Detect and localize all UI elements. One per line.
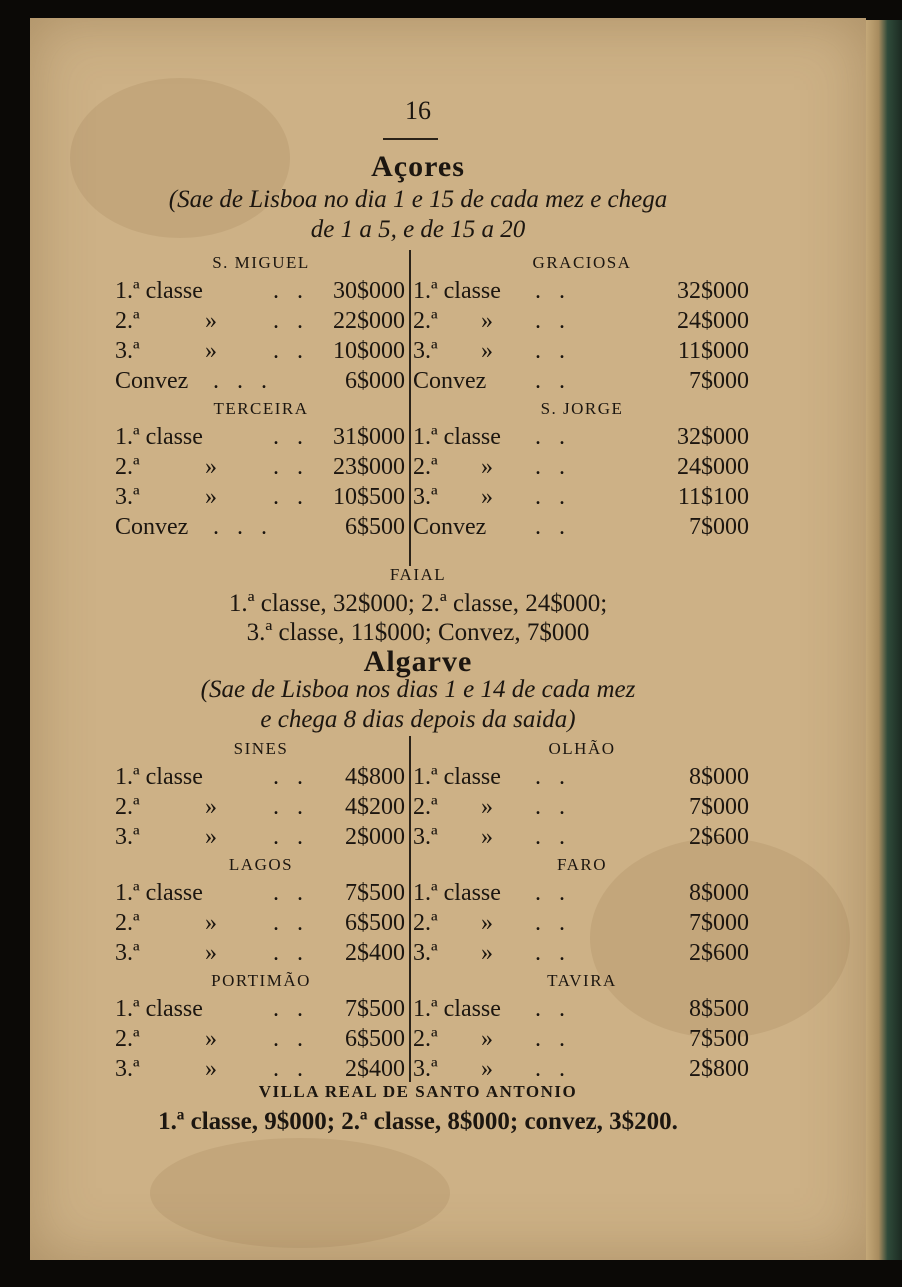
fare-table-smiguel-graciosa	[113, 250, 753, 396]
fare-price: 23$000	[333, 454, 405, 480]
fare-price: 32$000	[677, 424, 749, 450]
fare-price: 4$800	[345, 764, 405, 790]
ditto-mark: »	[481, 484, 493, 510]
ditto-mark: »	[205, 484, 217, 510]
fare-price: 10$500	[333, 484, 405, 510]
fare-row: 3.ª » . . 10$500	[115, 484, 405, 510]
class-label: 2.ª	[115, 794, 140, 820]
fare-price: 7$000	[689, 514, 749, 540]
class-label: 2.ª	[413, 910, 438, 936]
fare-column-sines	[113, 736, 409, 852]
fare-price: 6$500	[345, 514, 405, 540]
villa-real-heading: VILLA REAL DE SANTO ANTONIO	[258, 1082, 578, 1101]
ditto-mark: »	[481, 1056, 493, 1082]
class-label: 2.ª	[413, 454, 438, 480]
class-label: 3.ª	[115, 338, 140, 364]
class-label: 3.ª	[115, 1056, 140, 1082]
fare-column-olhao	[411, 736, 753, 852]
fare-row: 1.ª classe . . 30$000	[115, 278, 405, 304]
fare-price: 32$000	[677, 278, 749, 304]
class-label: 3.ª	[115, 824, 140, 850]
class-label: Convez	[115, 368, 189, 394]
fare-price: 8$000	[689, 764, 749, 790]
class-label: Convez	[115, 514, 189, 540]
fare-price: 30$000	[333, 278, 405, 304]
fare-row: 1.ª classe . . 32$000	[413, 424, 749, 450]
ditto-mark: »	[481, 824, 493, 850]
fare-row: 2.ª » . . 24$000	[413, 308, 749, 334]
ditto-mark: »	[205, 794, 217, 820]
class-label: 1.ª classe	[115, 880, 203, 906]
fare-column-tavira	[411, 968, 753, 1084]
fare-price: 2$600	[689, 940, 749, 966]
ditto-mark: »	[481, 910, 493, 936]
fare-row: 1.ª classe . . 31$000	[115, 424, 405, 450]
fare-price: 2$600	[689, 824, 749, 850]
algarve-note-line-2: e chega 8 dias depois da saida)	[260, 706, 576, 733]
faial-fares-line-1: 1.ª classe, 32$000; 2.ª classe, 24$000;	[228, 590, 608, 617]
fare-price: 2$000	[345, 824, 405, 850]
class-label: 1.ª classe	[115, 424, 203, 450]
fare-price: 2$400	[345, 940, 405, 966]
class-label: 2.ª	[115, 910, 140, 936]
fare-row: 3.ª » . . 2$600	[413, 940, 749, 966]
header-rule	[383, 138, 438, 140]
ditto-mark: »	[481, 940, 493, 966]
class-label: 2.ª	[115, 308, 140, 334]
fare-table-terceira-sjorge	[113, 396, 753, 566]
island-name: TERCEIRA	[213, 399, 309, 418]
class-label: 3.ª	[413, 824, 438, 850]
class-label: 1.ª classe	[413, 278, 501, 304]
fare-price: 10$000	[333, 338, 405, 364]
book-spine	[866, 20, 902, 1260]
azores-note-line-2: de 1 a 5, e de 15 a 20	[310, 216, 526, 243]
ditto-mark: »	[205, 940, 217, 966]
fare-row: 1.ª classe . . 7$500	[115, 880, 405, 906]
fare-row: 3.ª » . . 2$600	[413, 824, 749, 850]
fare-row: Convez . . 7$000	[413, 368, 749, 394]
fare-row: 2.ª » . . 7$000	[413, 910, 749, 936]
fare-price: 11$100	[677, 484, 749, 510]
ditto-mark: »	[481, 338, 493, 364]
town-name: OLHÃO	[548, 739, 616, 758]
ditto-mark: »	[481, 308, 493, 334]
fare-column-portimao	[113, 968, 409, 1084]
fare-price: 6$000	[345, 368, 405, 394]
class-label: 2.ª	[413, 308, 438, 334]
page-number: 16	[405, 96, 431, 125]
fare-price: 2$800	[689, 1056, 749, 1082]
fare-row: 3.ª » . . 11$100	[413, 484, 749, 510]
fare-row: 3.ª » . . 11$000	[413, 338, 749, 364]
fare-row: 2.ª » . . 24$000	[413, 454, 749, 480]
fare-row: 2.ª » . . 23$000	[115, 454, 405, 480]
class-label: 1.ª classe	[413, 424, 501, 450]
fare-table-algarve	[113, 736, 753, 1082]
fare-price: 6$500	[345, 1026, 405, 1052]
fare-row: 1.ª classe . . 7$500	[115, 996, 405, 1022]
fare-price: 2$400	[345, 1056, 405, 1082]
fare-row: 2.ª » . . 7$500	[413, 1026, 749, 1052]
island-name: S. MIGUEL	[212, 253, 310, 272]
class-label: 3.ª	[413, 338, 438, 364]
fare-price: 31$000	[333, 424, 405, 450]
ditto-mark: »	[205, 338, 217, 364]
class-label: 3.ª	[413, 484, 438, 510]
class-label: 3.ª	[413, 1056, 438, 1082]
class-label: 1.ª classe	[115, 996, 203, 1022]
fare-price: 24$000	[677, 454, 749, 480]
fare-row: Convez . . . 6$000	[115, 368, 405, 394]
fare-price: 7$000	[689, 910, 749, 936]
fare-row: 2.ª » . . 22$000	[115, 308, 405, 334]
fare-row: 3.ª » . . 2$400	[115, 940, 405, 966]
fare-price: 6$500	[345, 910, 405, 936]
fare-row: 1.ª classe . . 8$000	[413, 764, 749, 790]
section-title-algarve: Algarve	[363, 645, 473, 678]
section-title-azores: Açores	[371, 150, 465, 183]
ditto-mark: »	[481, 454, 493, 480]
town-name: FARO	[556, 855, 608, 874]
fare-row: 2.ª » . . 4$200	[115, 794, 405, 820]
fare-column-faro	[411, 852, 753, 968]
class-label: 2.ª	[413, 1026, 438, 1052]
fare-row: 1.ª classe . . 4$800	[115, 764, 405, 790]
fare-price: 4$200	[345, 794, 405, 820]
azores-note-line-1: (Sae de Lisboa no dia 1 e 15 de cada mez e chega	[168, 186, 668, 213]
fare-row: 1.ª classe . . 8$000	[413, 880, 749, 906]
fare-row: 1.ª classe . . 32$000	[413, 278, 749, 304]
fare-price: 24$000	[677, 308, 749, 334]
fare-price: 7$500	[345, 996, 405, 1022]
class-label: 1.ª classe	[413, 880, 501, 906]
island-name: GRACIOSA	[532, 253, 632, 272]
fare-row: 3.ª » . . 2$000	[115, 824, 405, 850]
faial-fares-line-2: 3.ª classe, 11$000; Convez, 7$000	[246, 619, 590, 646]
faial-heading: FAIAL	[389, 565, 447, 584]
fare-price: 8$500	[689, 996, 749, 1022]
fare-price: 7$000	[689, 794, 749, 820]
fare-column-terceira	[113, 396, 409, 542]
fare-column-smiguel	[113, 250, 409, 396]
class-label: 1.ª classe	[115, 764, 203, 790]
fare-price: 11$000	[677, 338, 749, 364]
algarve-note-line-1: (Sae de Lisboa nos dias 1 e 14 de cada mez	[200, 676, 636, 703]
fare-price: 22$000	[333, 308, 405, 334]
fare-column-lagos	[113, 852, 409, 968]
ditto-mark: »	[205, 1056, 217, 1082]
ditto-mark: »	[205, 454, 217, 480]
fare-row: 3.ª » . . 2$800	[413, 1056, 749, 1082]
fare-column-graciosa	[411, 250, 753, 396]
fare-row: 3.ª » . . 2$400	[115, 1056, 405, 1082]
island-name: S. JORGE	[540, 399, 624, 418]
town-name: PORTIMÃO	[211, 971, 311, 990]
class-label: Convez	[413, 368, 487, 394]
class-label: 1.ª classe	[413, 996, 501, 1022]
fare-column-sjorge	[411, 396, 753, 542]
fare-row: 1.ª classe . . 8$500	[413, 996, 749, 1022]
class-label: 2.ª	[115, 454, 140, 480]
town-name: SINES	[233, 739, 289, 758]
fare-price: 8$000	[689, 880, 749, 906]
fare-row: Convez . . . 6$500	[115, 514, 405, 540]
class-label: 1.ª classe	[413, 764, 501, 790]
fare-row: 2.ª » . . 6$500	[115, 1026, 405, 1052]
class-label: 2.ª	[413, 794, 438, 820]
fare-row: Convez . . 7$000	[413, 514, 749, 540]
fare-price: 7$000	[689, 368, 749, 394]
town-name: LAGOS	[228, 855, 294, 874]
class-label: 1.ª classe	[115, 278, 203, 304]
ditto-mark: »	[481, 1026, 493, 1052]
class-label: 3.ª	[413, 940, 438, 966]
ditto-mark: »	[205, 910, 217, 936]
fare-price: 7$500	[345, 880, 405, 906]
class-label: 2.ª	[115, 1026, 140, 1052]
ditto-mark: »	[481, 794, 493, 820]
villa-real-fares-line: 1.ª classe, 9$000; 2.ª classe, 8$000; convez, 3$200.	[158, 1108, 678, 1135]
ditto-mark: »	[205, 824, 217, 850]
fare-row: 3.ª » . . 10$000	[115, 338, 405, 364]
class-label: 3.ª	[115, 484, 140, 510]
ditto-mark: »	[205, 308, 217, 334]
fare-price: 7$500	[689, 1026, 749, 1052]
ditto-mark: »	[205, 1026, 217, 1052]
fare-row: 2.ª » . . 7$000	[413, 794, 749, 820]
fare-row: 2.ª » . . 6$500	[115, 910, 405, 936]
town-name: TAVIRA	[547, 971, 617, 990]
class-label: 3.ª	[115, 940, 140, 966]
class-label: Convez	[413, 514, 487, 540]
